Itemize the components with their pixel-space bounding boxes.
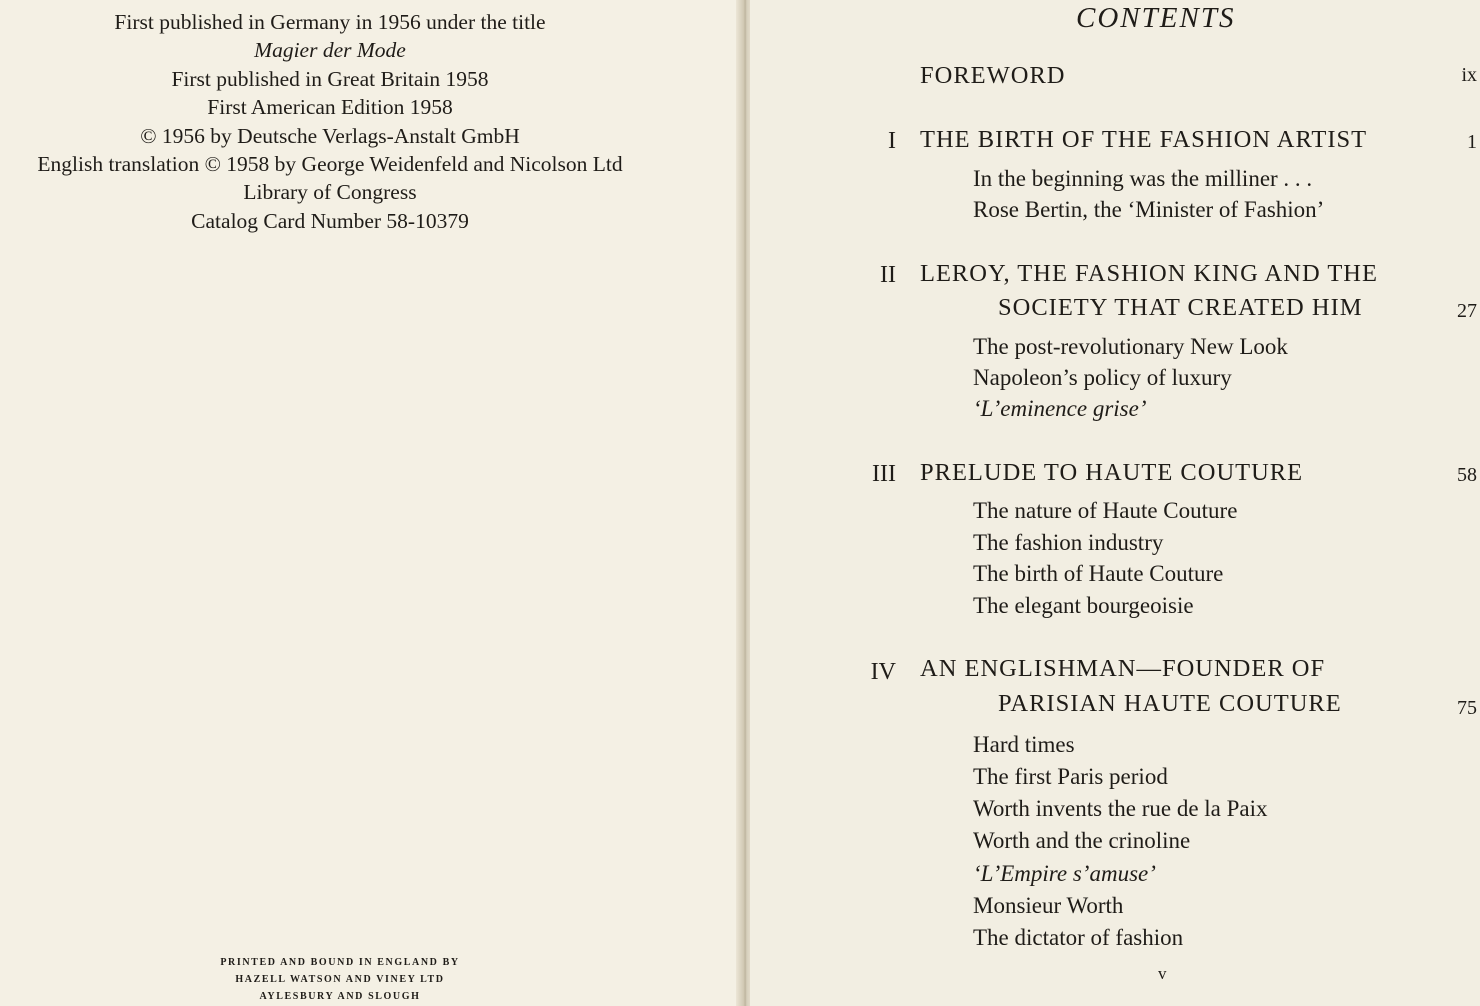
page-folio: v — [1158, 964, 1167, 983]
chapter-title: THE BIRTH OF THE FASHION ARTIST — [920, 126, 1368, 153]
chapter-numeral: I — [888, 128, 896, 154]
section-entry: In the beginning was the milliner . . . — [973, 166, 1313, 191]
foreword-entry: FOREWORD — [920, 62, 1066, 89]
imprint-line: First published in Great Britain 1958 — [171, 66, 489, 91]
imprint-line: First published in Germany in 1956 under the title — [114, 10, 546, 34]
section-entry: The post-revolutionary New Look — [973, 334, 1288, 359]
printer-line: HAZELL WATSON AND VINEY LTD — [235, 974, 445, 985]
chapter-numeral: II — [880, 262, 896, 288]
translation-copyright-line: English translation © 1958 by George Weidenfeld and Nicolson Ltd — [37, 152, 623, 177]
section-entry: Worth and the crinoline — [973, 828, 1191, 853]
printer-colophon — [140, 954, 540, 1005]
section-entry: The nature of Haute Couture — [973, 498, 1238, 523]
section-entry: ‘L’Empire s’amuse’ — [973, 861, 1156, 886]
contents-heading: CONTENTS — [1076, 2, 1236, 34]
chapter-page-number: 27 — [1457, 300, 1477, 322]
chapter-page-number: 58 — [1457, 464, 1477, 486]
foreword-page-number: ix — [1461, 64, 1477, 86]
copyright-imprint — [0, 8, 660, 235]
printer-line: PRINTED AND BOUND IN ENGLAND BY — [220, 957, 460, 968]
catalog-number-line: Catalog Card Number 58-10379 — [191, 208, 469, 233]
section-entry: The first Paris period — [973, 764, 1168, 789]
printer-line: AYLESBURY AND SLOUGH — [259, 991, 421, 1002]
chapter-title-continued: SOCIETY THAT CREATED HIM — [998, 294, 1363, 321]
chapter-title-continued: PARISIAN HAUTE COUTURE — [998, 690, 1342, 717]
section-entry: The fashion industry — [973, 530, 1164, 555]
section-entry: Hard times — [973, 732, 1075, 757]
section-entry: Monsieur Worth — [973, 893, 1124, 918]
section-entry: Napoleon’s policy of luxury — [973, 365, 1232, 390]
section-entry: The elegant bourgeoisie — [973, 593, 1194, 618]
section-entry: The birth of Haute Couture — [973, 561, 1224, 586]
chapter-numeral: IV — [870, 659, 896, 685]
chapter-title: AN ENGLISHMAN—FOUNDER OF — [920, 655, 1326, 682]
original-title: Magier der Mode — [254, 38, 406, 63]
section-entry: Worth invents the rue de la Paix — [973, 796, 1268, 821]
section-entry: The dictator of fashion — [973, 925, 1184, 950]
chapter-numeral: III — [872, 461, 896, 487]
copyright-line: © 1956 by Deutsche Verlags-Anstalt GmbH — [140, 123, 520, 148]
chapter-page-number: 75 — [1457, 697, 1477, 719]
section-entry: Rose Bertin, the ‘Minister of Fashion’ — [973, 197, 1325, 222]
imprint-line: First American Edition 1958 — [207, 95, 453, 120]
section-entry: ‘L’eminence grise’ — [973, 396, 1147, 421]
chapter-title: LEROY, THE FASHION KING AND THE — [920, 260, 1378, 287]
imprint-line: Library of Congress — [243, 180, 417, 205]
chapter-title: PRELUDE TO HAUTE COUTURE — [920, 459, 1304, 486]
chapter-page-number: 1 — [1467, 131, 1477, 153]
